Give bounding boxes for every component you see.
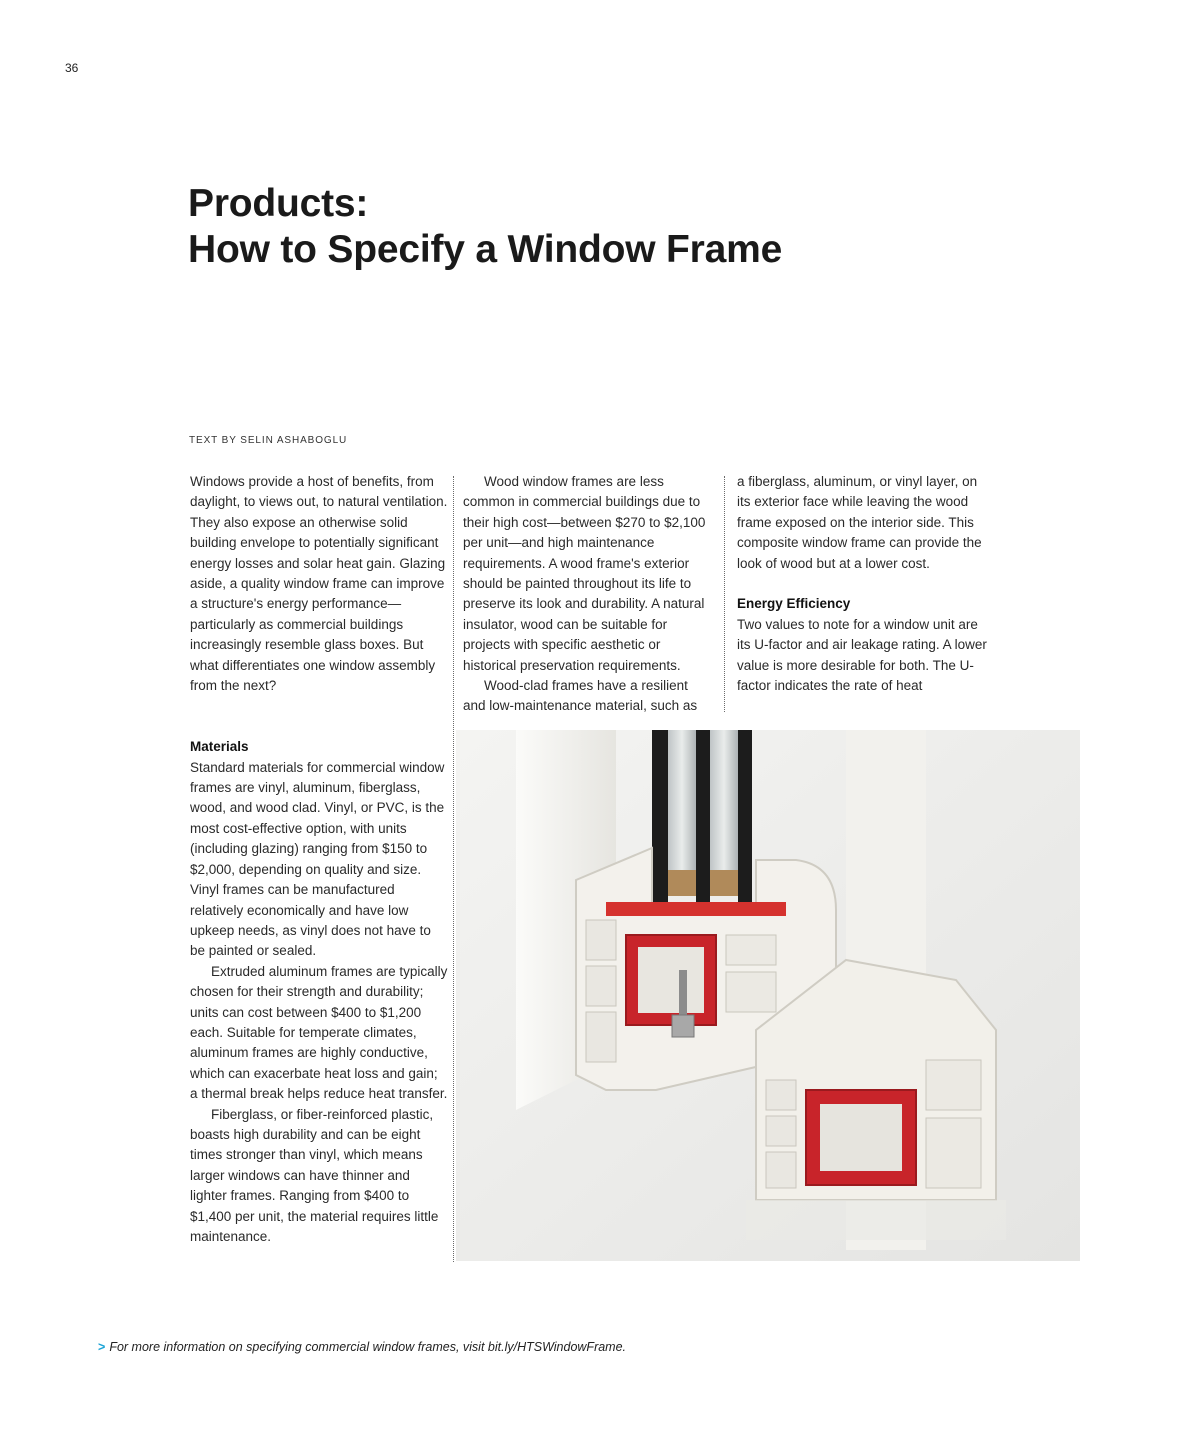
column-divider-2: [724, 476, 725, 712]
materials-paragraph-2: Extruded aluminum frames are typically chosen for their strength and durability; units can cost between $400 to $1,200 each. Suitable for temperate climates, aluminum frames are highly conductive, which can exacerbate heat loss and gain; a thermal break helps reduce heat transfer.: [190, 963, 448, 1102]
window-frame-cross-section-photo: [456, 730, 1080, 1261]
materials-heading: Materials: [190, 739, 249, 755]
page-number: 36: [65, 61, 79, 75]
article-column-2: [463, 472, 713, 717]
wood-clad-paragraph: Wood-clad frames have a resilient and low-maintenance material, such as: [463, 678, 698, 714]
footer-text: For more information on specifying commercial window frames, visit bit.ly/HTSWindowFrame.: [109, 1340, 627, 1354]
byline: TEXT BY SELIN ASHABOGLU: [189, 435, 348, 446]
title-line-2: How to Specify a Window Frame: [188, 228, 783, 271]
materials-paragraph-3: Fiberglass, or fiber-reinforced plastic, boasts high durability and can be eight times stronger than vinyl, which means larger windows can have thinner and lighter frames. Ranging from $400 to $1,400 per unit, the material requires little maintenance.: [190, 1106, 439, 1244]
energy-paragraph: Two values to note for a window unit are its U-factor and air leakage rating. A lower value is more desirable for both. The U-factor indicates the rate of heat: [737, 616, 987, 694]
intro-paragraph: Windows provide a host of benefits, from daylight, to views out, to natural ventilation. They also expose an otherwise solid building envelope to potentially significant energy losses and solar heat gain. Glazing aside, a quality window frame can improve a structure's energy performance—particularly as commercial buildings increasingly resemble glass boxes. But what differentiates one window assembly from the next?: [190, 474, 448, 694]
page-title: [188, 181, 782, 273]
footer-note: [98, 1340, 626, 1354]
footer-arrow-icon: >: [98, 1340, 106, 1354]
column-divider-1: [453, 476, 454, 1262]
wood-clad-continued: a fiberglass, aluminum, or vinyl layer, on its exterior face while leaving the wood frame exposed on the interior side. This composite window frame can provide the look of wood but at a lower cost.: [737, 474, 982, 571]
wood-paragraph: Wood window frames are less common in commercial buildings due to their high cost—between $270 to $2,100 per unit—and high maintenance requirements. A wood frame's exterior should be painted throughout its life to preserve its look and durability. A natural insulator, wood can be suitable for projects with specific aesthetic or historical preservation requirements.: [463, 474, 706, 673]
title-line-1: Products:: [188, 182, 369, 225]
article-column-3: [737, 472, 987, 696]
energy-efficiency-heading: Energy Efficiency: [737, 596, 851, 612]
materials-paragraph-1: Standard materials for commercial window frames are vinyl, aluminum, fiberglass, wood, and wood clad. Vinyl, or PVC, is the most cost-effective option, with units (including glazing) ranging from $150 to $2,000, depending on quality and size. Vinyl frames can be manufactured relatively economically and have low upkeep needs, as vinyl does not have to be painted or sealed.: [190, 759, 445, 959]
article-column-1: [190, 472, 448, 1247]
